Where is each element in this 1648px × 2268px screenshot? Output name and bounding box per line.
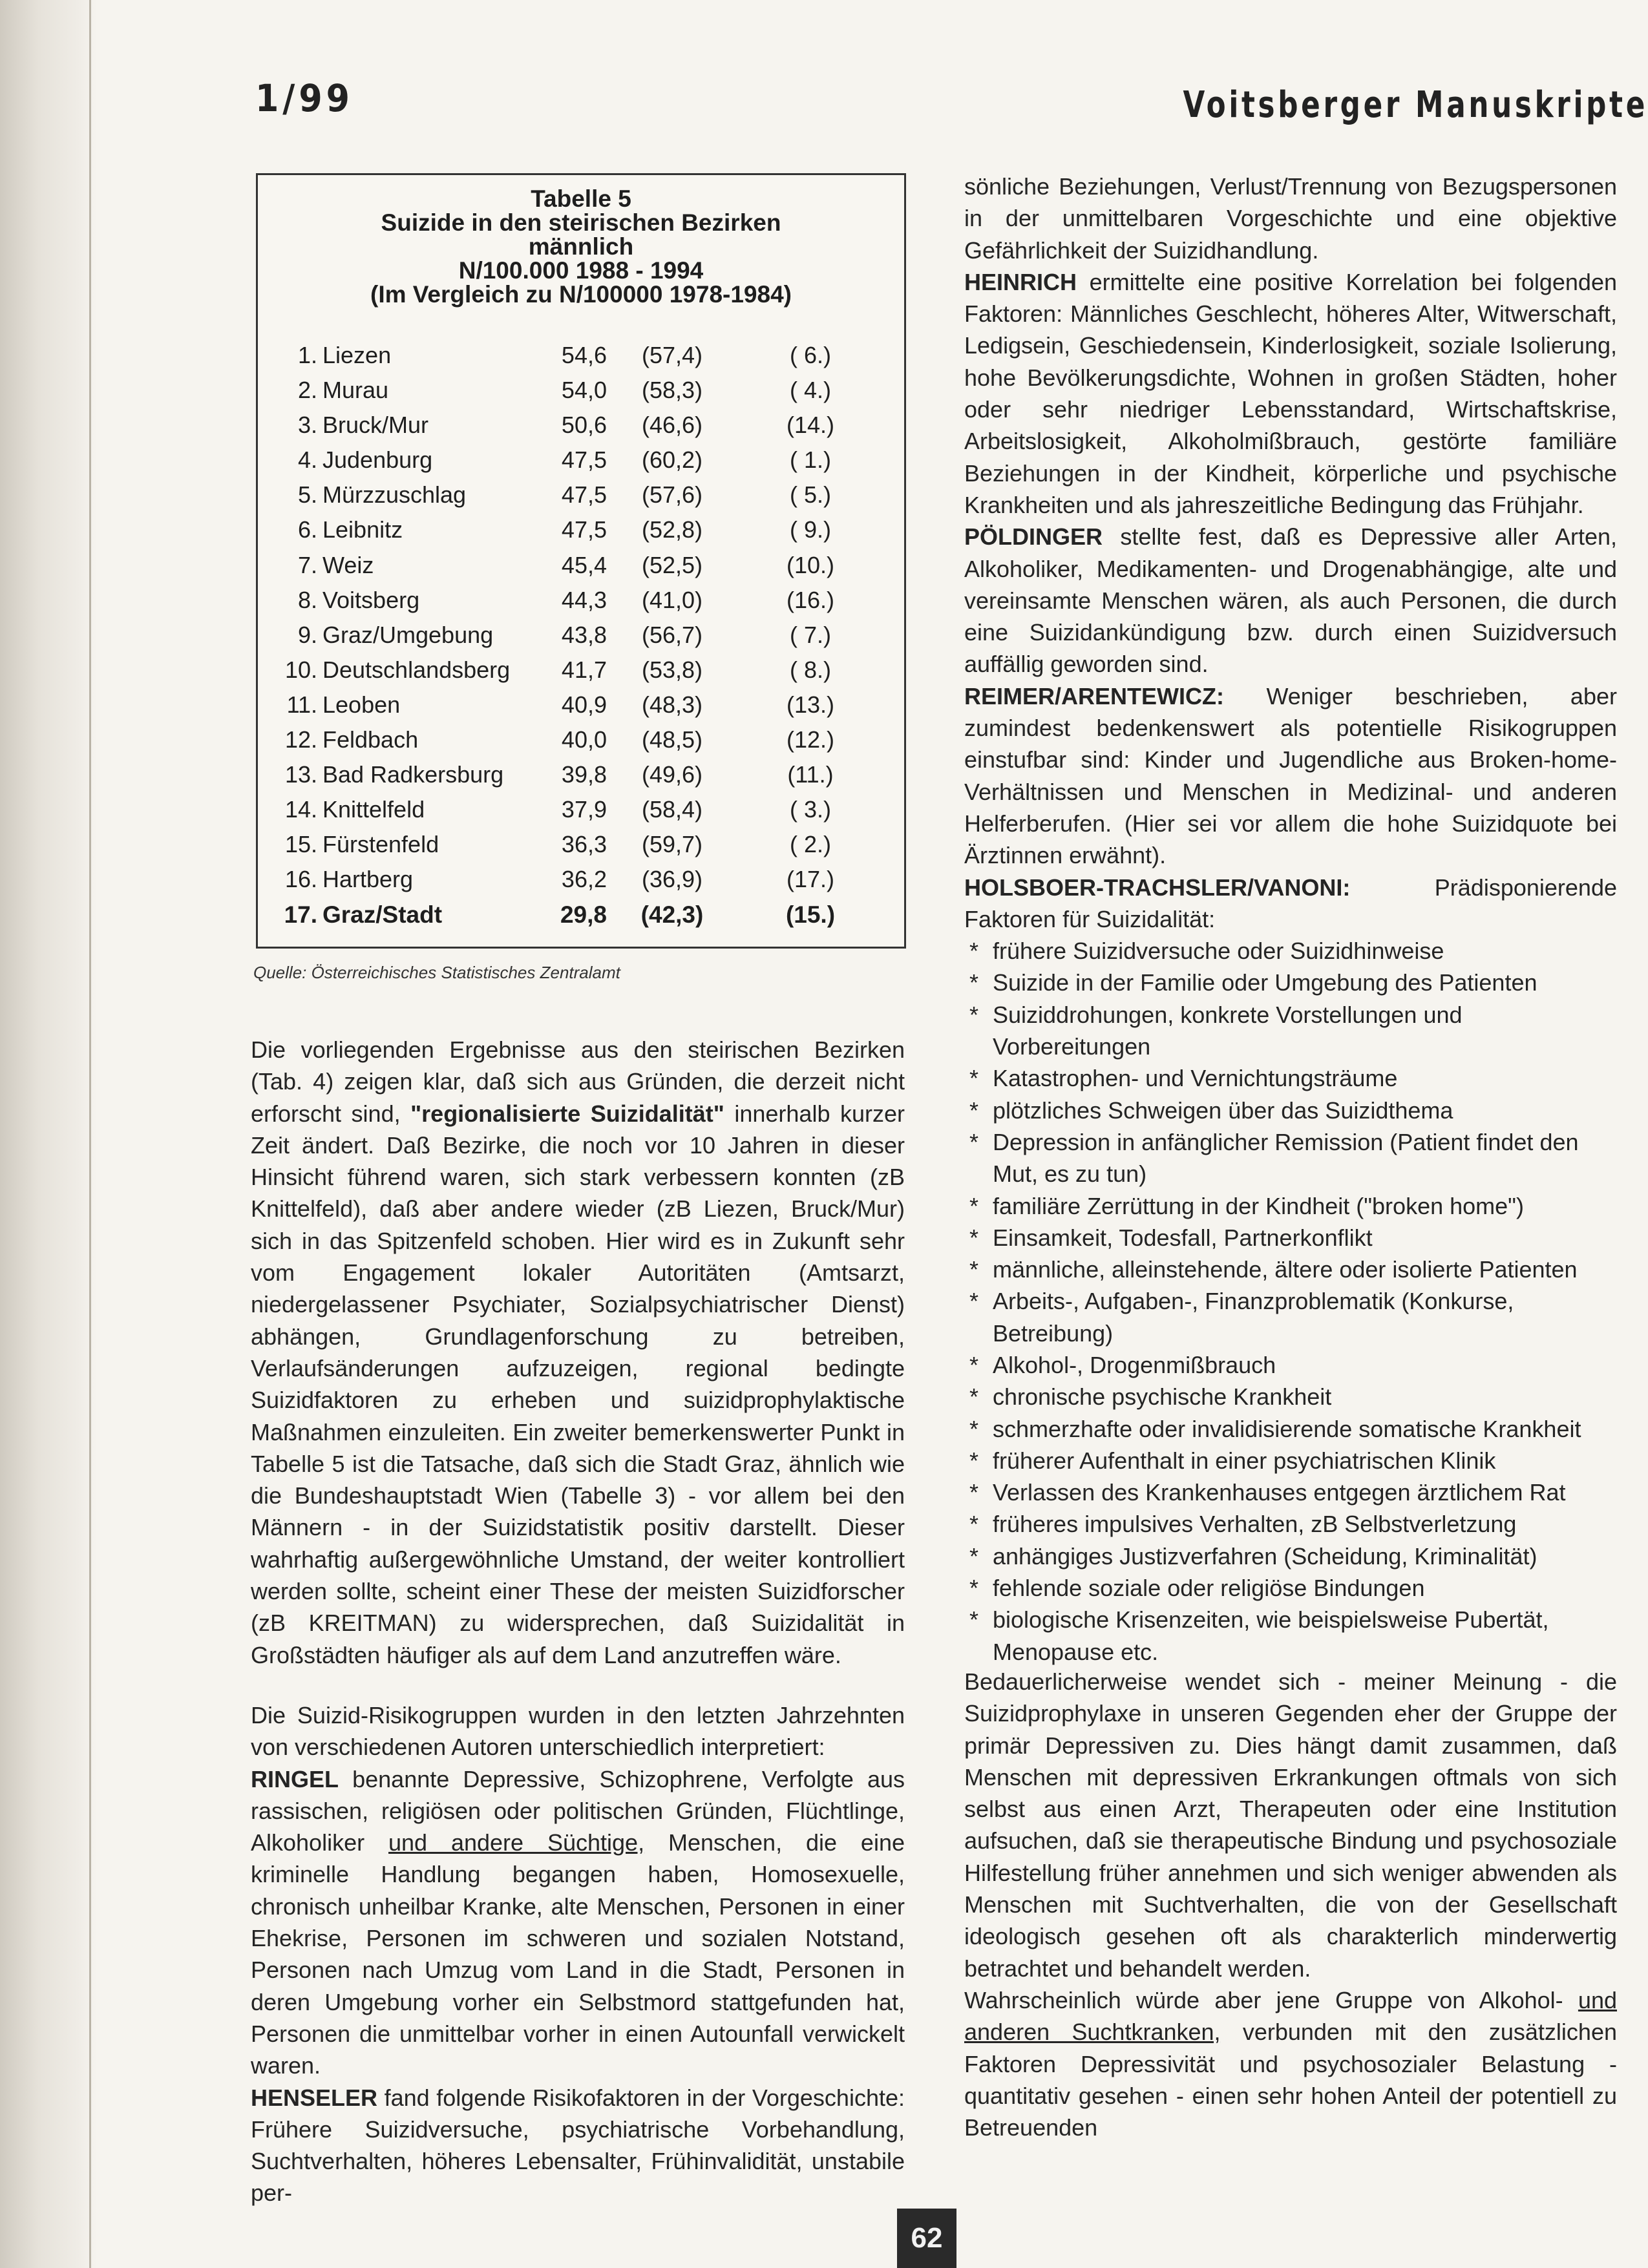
list-item: * frühere Suizidversuche oder Suizidhinweise bbox=[964, 935, 1617, 967]
district-name: Liezen bbox=[322, 342, 392, 368]
rank-number: 4. bbox=[297, 446, 317, 474]
suicide-rate: 40,0 bbox=[561, 726, 607, 753]
table-row bbox=[258, 408, 904, 443]
previous-rate: (52,5) bbox=[641, 551, 703, 578]
previous-rate: (42,3) bbox=[640, 901, 704, 928]
suicide-rate: 54,6 bbox=[561, 342, 607, 368]
rank-number: 13. bbox=[284, 761, 317, 788]
rank-number: 7. bbox=[297, 551, 317, 578]
rank-number: 15. bbox=[284, 831, 317, 858]
district-name: Fürstenfeld bbox=[322, 831, 439, 858]
list-item: * Suizide in der Familie oder Umgebung des Patienten bbox=[964, 967, 1617, 998]
table-row bbox=[258, 653, 904, 688]
suicide-rate: 36,2 bbox=[561, 866, 607, 893]
paragraph-ringel bbox=[251, 1763, 905, 2082]
suicide-rate: 47,5 bbox=[561, 446, 607, 474]
suicide-rate: 44,3 bbox=[561, 586, 607, 613]
underlined-phrase: und anderen Suchtkranken, bbox=[964, 1986, 1617, 2046]
suicide-rate: 54,0 bbox=[561, 377, 607, 404]
district-name: Graz/Umgebung bbox=[322, 621, 494, 648]
text-run: Die vorliegenden Ergebnisse aus den steirischen Bezirken (Tab. 4) zeigen klar, daß sich aus Gründen, die derzeit nicht erforscht sind, bbox=[251, 1036, 905, 1127]
table-row bbox=[258, 688, 904, 722]
paragraph-henseler bbox=[251, 2082, 905, 2209]
table-row bbox=[258, 338, 904, 373]
right-column-closing bbox=[964, 1666, 1617, 2143]
suicide-rate: 37,9 bbox=[561, 796, 607, 823]
table-gender: männlich bbox=[528, 233, 634, 260]
list-item: * biologische Krisenzeiten, wie beispielsweise Pubertät, Menopause etc. bbox=[964, 1604, 1617, 1668]
right-column bbox=[964, 171, 1617, 1668]
district-name: Hartberg bbox=[322, 866, 414, 893]
rank-number: 2. bbox=[297, 377, 317, 404]
list-item: * Depression in anfänglicher Remission (Patient findet den Mut, es zu tun) bbox=[964, 1126, 1617, 1190]
table-row bbox=[258, 862, 904, 897]
list-item: * früherer Aufenthalt in einer psychiatrischen Klinik bbox=[964, 1445, 1617, 1476]
previous-rank: (12.) bbox=[786, 726, 835, 753]
rank-number: 5. bbox=[297, 481, 317, 509]
paragraph-prophylaxis: Bedauerlicherweise wendet sich - meiner Meinung - die Suizidprophylaxe in unseren Gegenden eher der Gruppe der primär Depressiven zu. Dies hängt damit zusammen, daß Menschen mit depressiven Erkrankungen oftmals von sich selbst aus einen Arzt, Therapeuten oder eine Institution aufsuchen, daß sie therapeutische Bindung und psychosoziale Hilfestellung früher annehmen und sich weniger abwenden als Menschen mit Suchtverhalten, die von der Gesellschaft ideologisch gesehen oft als charakterlich minderwertig betrachtet und behandelt werden. bbox=[964, 1668, 1617, 1982]
table-5 bbox=[256, 173, 906, 949]
previous-rank: (15.) bbox=[785, 901, 836, 928]
district-name: Graz/Stadt bbox=[322, 901, 443, 928]
list-item: * Katastrophen- und Vernichtungsträume bbox=[964, 1062, 1617, 1094]
previous-rank: ( 7.) bbox=[789, 621, 831, 648]
text-run: Weniger beschrieben, aber zumindest bedenkenswert als potentielle Risikogruppen einstufbar sind: Kinder und Jugendliche aus Broken-home-Verhältnissen und Menschen in Medizinal- und anderen Helferberufen. (Hier sei vor allem die hohe Suizidquote bei Ärztinnen erwähnt). bbox=[964, 682, 1617, 869]
table-row bbox=[258, 898, 904, 932]
suicide-rate: 39,8 bbox=[561, 761, 607, 788]
left-column bbox=[251, 1034, 905, 2209]
rank-number: 6. bbox=[297, 516, 317, 543]
previous-rank: (10.) bbox=[786, 551, 835, 578]
previous-rate: (57,6) bbox=[641, 481, 703, 509]
table-row bbox=[258, 827, 904, 862]
text-run: benannte Depressive, Schizophrene, Verfolgte aus rassischen, religiösen oder politischen Gründen, Flüchtlinge, Alkoholiker bbox=[251, 1765, 905, 1856]
suicide-rate: 45,4 bbox=[561, 551, 607, 578]
text-run: Menschen, die eine kriminelle Handlung begangen haben, Homosexuelle, chronisch unheilbar Kranke, alte Menschen, Personen in einer Ehekrise, Personen im schweren und sozialen Notstand, Personen nach Umzug vom Land in die Stadt, Personen in deren Umgebung vorher ein Selbstmord stattgefunden hat, Personen die unmittelbar vorher in einen Autounfall verwickelt waren. bbox=[251, 1829, 905, 2079]
table-period: N/100.000 1988 - 1994 bbox=[458, 257, 704, 284]
table-row bbox=[258, 443, 904, 478]
district-name: Bruck/Mur bbox=[322, 412, 429, 439]
list-item: * Alkohol-, Drogenmißbrauch bbox=[964, 1349, 1617, 1381]
previous-rate: (46,6) bbox=[641, 412, 703, 439]
previous-rate: (48,3) bbox=[641, 691, 703, 718]
underlined-phrase: und andere Süchtige, bbox=[388, 1829, 645, 1856]
suicide-rate: 29,8 bbox=[560, 901, 607, 928]
paragraph-results bbox=[251, 1034, 905, 1671]
list-item: * Verlassen des Krankenhauses entgegen ärztlichem Rat bbox=[964, 1476, 1617, 1508]
list-item: * männliche, alleinstehende, ältere oder isolierte Patienten bbox=[964, 1254, 1617, 1285]
table-row bbox=[258, 618, 904, 653]
author-name: HENSELER bbox=[251, 2084, 378, 2111]
previous-rank: ( 9.) bbox=[789, 516, 831, 543]
author-name: PÖLDINGER bbox=[964, 523, 1103, 551]
previous-rate: (49,6) bbox=[641, 761, 703, 788]
list-item: * früheres impulsives Verhalten, zB Selbstverletzung bbox=[964, 1508, 1617, 1540]
text-run: verbunden mit den zusätzlichen Faktoren Depressivität und psychosozialer Belastung - quantitativ gesehen - einen sehr hohen Anteil der potentiell zu Betreuenden bbox=[964, 2019, 1617, 2141]
list-item: * Suiziddrohungen, konkrete Vorstellungen und Vorbereitungen bbox=[964, 999, 1617, 1063]
table-row bbox=[258, 757, 904, 792]
previous-rate: (57,4) bbox=[641, 342, 703, 368]
table-source: Quelle: Österreichisches Statistisches Zentralamt bbox=[253, 963, 620, 982]
previous-rank: ( 1.) bbox=[789, 446, 831, 474]
suicide-rate: 43,8 bbox=[561, 621, 607, 648]
suicide-rate: 47,5 bbox=[561, 516, 607, 543]
list-item: * familiäre Zerrüttung in der Kindheit ("broken home") bbox=[964, 1190, 1617, 1222]
previous-rank: ( 2.) bbox=[789, 831, 831, 858]
text-run: ermittelte eine positive Korrelation bei folgenden Faktoren: Männliches Geschlecht, höheres Alter, Witwerschaft, Ledigsein, Geschiedensein, Kinderlosigkeit, soziale Isolierung, hohe Bevölkerungsdichte, Wohnen in großen Städten, hoher oder sehr niedriger Lebensstandard, Wirtschaftskrise, Arbeitslosigkeit, Alkoholmißbrauch, gestörte familiäre Beziehungen in der Kindheit, körperliche und psychische Krankheiten und als jahreszeitliche Bedingung das Frühjahr. bbox=[964, 268, 1617, 518]
district-name: Leoben bbox=[322, 691, 401, 718]
suicide-rate: 36,3 bbox=[561, 831, 607, 858]
previous-rank: (17.) bbox=[786, 866, 835, 893]
page-number: 62 bbox=[897, 2209, 956, 2268]
table-subtitle: Suizide in den steirischen Bezirken bbox=[381, 209, 781, 236]
district-name: Murau bbox=[322, 377, 389, 404]
issue-number: 1/99 bbox=[255, 76, 354, 120]
text-run: Wahrscheinlich würde aber jene Gruppe von Alkohol- bbox=[964, 1986, 1578, 2013]
district-name: Judenburg bbox=[322, 446, 433, 474]
previous-rate: (36,9) bbox=[641, 866, 703, 893]
district-name: Feldbach bbox=[322, 726, 419, 753]
suicide-rate: 47,5 bbox=[561, 481, 607, 509]
author-name: RINGEL bbox=[251, 1765, 339, 1792]
paragraph-addiction bbox=[964, 1984, 1617, 2143]
suicide-rate: 41,7 bbox=[561, 656, 607, 683]
paragraph-continuation: sönliche Beziehungen, Verlust/Trennung von Bezugspersonen in der unmittelbaren Vorgeschichte und eine objektive Gefährlichkeit der Suizidhandlung. bbox=[964, 173, 1617, 264]
district-name: Deutschlandsberg bbox=[322, 656, 511, 683]
previous-rank: (14.) bbox=[786, 412, 835, 439]
previous-rank: (13.) bbox=[786, 691, 835, 718]
author-name: HEINRICH bbox=[964, 268, 1077, 295]
previous-rate: (58,3) bbox=[641, 377, 703, 404]
table-comparison: (Im Vergleich zu N/100000 1978-1984) bbox=[370, 281, 792, 308]
text-run: stellte fest, daß es Depressive aller Arten, Alkoholiker, Medikamenten- und Drogenabhängige, alte und vereinsamte Menschen wären, als auch Personen, die durch eine Suizidankündigung bzw. durch einen Suizidversuch auffällig geworden sind. bbox=[964, 523, 1617, 678]
list-item: * fehlende soziale oder religiöse Bindungen bbox=[964, 1572, 1617, 1604]
text-run: Prädisponierende Faktoren für Suizidalität: bbox=[964, 874, 1617, 932]
district-name: Bad Radkersburg bbox=[322, 761, 504, 788]
paragraph-risk-groups: Die Suizid-Risikogruppen wurden in den letzten Jahrzehnten von verschiedenen Autoren unterschiedlich interpretiert: bbox=[251, 1701, 905, 1761]
table-title: Tabelle 5 bbox=[531, 185, 631, 212]
previous-rank: ( 5.) bbox=[789, 481, 831, 509]
previous-rate: (56,7) bbox=[641, 621, 703, 648]
previous-rank: ( 6.) bbox=[789, 342, 831, 368]
rank-number: 10. bbox=[284, 656, 317, 683]
rank-number: 8. bbox=[297, 586, 317, 613]
table-row bbox=[258, 792, 904, 827]
previous-rank: (16.) bbox=[786, 586, 835, 613]
table-row bbox=[258, 512, 904, 547]
paragraph-heinrich bbox=[964, 266, 1617, 521]
district-name: Weiz bbox=[322, 551, 374, 578]
rank-number: 9. bbox=[297, 621, 317, 648]
district-name: Voitsberg bbox=[322, 586, 420, 613]
table-row bbox=[258, 722, 904, 757]
previous-rate: (53,8) bbox=[641, 656, 703, 683]
page-gutter bbox=[0, 0, 97, 2268]
previous-rate: (48,5) bbox=[641, 726, 703, 753]
previous-rate: (52,8) bbox=[641, 516, 703, 543]
author-name: REIMER/ARENTEWICZ: bbox=[964, 682, 1224, 709]
table-row bbox=[258, 478, 904, 512]
journal-title: Voitsberger Manuskripte bbox=[1183, 84, 1648, 126]
previous-rank: (11.) bbox=[787, 761, 834, 788]
previous-rank: ( 8.) bbox=[789, 656, 831, 683]
table-title-block bbox=[258, 175, 904, 306]
risk-factor-list bbox=[964, 935, 1617, 1668]
suicide-rate: 40,9 bbox=[561, 691, 607, 718]
district-name: Mürzzuschlag bbox=[322, 481, 467, 509]
list-item: * chronische psychische Krankheit bbox=[964, 1381, 1617, 1412]
bold-phrase: "regionalisierte Suizidalität" bbox=[410, 1100, 724, 1127]
previous-rate: (58,4) bbox=[641, 796, 703, 823]
text-run: innerhalb kurzer Zeit ändert. Daß Bezirke, die noch vor 10 Jahren in dieser Hinsicht führend waren, sich stark verbessern konnten (zB Knittelfeld), daß aber andere wieder (zB Liezen, Bruck/Mur) sich in das Spitzenfeld schoben. Hier wird es in Zukunft sehr vom Engagement lokaler Autoritäten (Amtsarzt, niedergelassener Psychiater, Sozialpsychiatrischer Dienst) abhängen, Grundlagenforschung zu betreiben, Verlaufsänderungen aufzuzeigen, regional bedingte Suizidfaktoren zu erheben und suizidprophylaktische Maßnahmen einzuleiten. Ein zweiter bemerkenswerter Punkt in Tabelle 5 ist die Tatsache, daß sich die Stadt Graz, ähnlich wie die Bundeshauptstadt Wien (Tabelle 3) - vor allem bei den Männern - in der Suizidstatistik positiv darstellt. Dieser wahrhaftig außergewöhnliche Umstand, der weiter kontrolliert werden sollte, scheint einer These der meisten Suizidforscher (zB KREITMAN) zu widersprechen, daß Suizidalität in Großstädten häufiger als auf dem Land anzutreffen wäre. bbox=[251, 1100, 905, 1668]
table-row bbox=[258, 373, 904, 408]
table-row bbox=[258, 583, 904, 618]
list-item: * Einsamkeit, Todesfall, Partnerkonflikt bbox=[964, 1222, 1617, 1254]
rank-number: 16. bbox=[284, 866, 317, 893]
list-item: * Arbeits-, Aufgaben-, Finanzproblematik (Konkurse, Betreibung) bbox=[964, 1285, 1617, 1349]
list-item: * schmerzhafte oder invalidisierende somatische Krankheit bbox=[964, 1413, 1617, 1445]
rank-number: 17. bbox=[284, 901, 317, 928]
rank-number: 1. bbox=[297, 342, 317, 368]
previous-rate: (60,2) bbox=[641, 446, 703, 474]
paragraph-holsboer bbox=[964, 872, 1617, 936]
list-item: * plötzliches Schweigen über das Suizidthema bbox=[964, 1095, 1617, 1126]
rank-number: 11. bbox=[286, 691, 317, 718]
author-name: HOLSBOER-TRACHSLER/VANONI: bbox=[964, 874, 1351, 901]
district-name: Leibnitz bbox=[322, 516, 403, 543]
table-row bbox=[258, 548, 904, 583]
text-run: fand folgende Risikofaktoren in der Vorgeschichte: Frühere Suizidversuche, psychiatrische Vorbehandlung, Suchtverhalten, höheres Lebensalter, Frühinvalidität, unstabile per- bbox=[251, 2084, 905, 2207]
previous-rate: (41,0) bbox=[641, 586, 703, 613]
rank-number: 14. bbox=[284, 796, 317, 823]
list-item: * anhängiges Justizverfahren (Scheidung, Kriminalität) bbox=[964, 1540, 1617, 1572]
paragraph-poeldinger bbox=[964, 521, 1617, 680]
paragraph-reimer bbox=[964, 680, 1617, 872]
previous-rank: ( 4.) bbox=[789, 377, 831, 404]
rank-number: 12. bbox=[284, 726, 317, 753]
table-rows bbox=[258, 338, 904, 932]
previous-rate: (59,7) bbox=[641, 831, 703, 858]
suicide-rate: 50,6 bbox=[561, 412, 607, 439]
rank-number: 3. bbox=[297, 412, 317, 439]
district-name: Knittelfeld bbox=[322, 796, 425, 823]
previous-rank: ( 3.) bbox=[789, 796, 831, 823]
